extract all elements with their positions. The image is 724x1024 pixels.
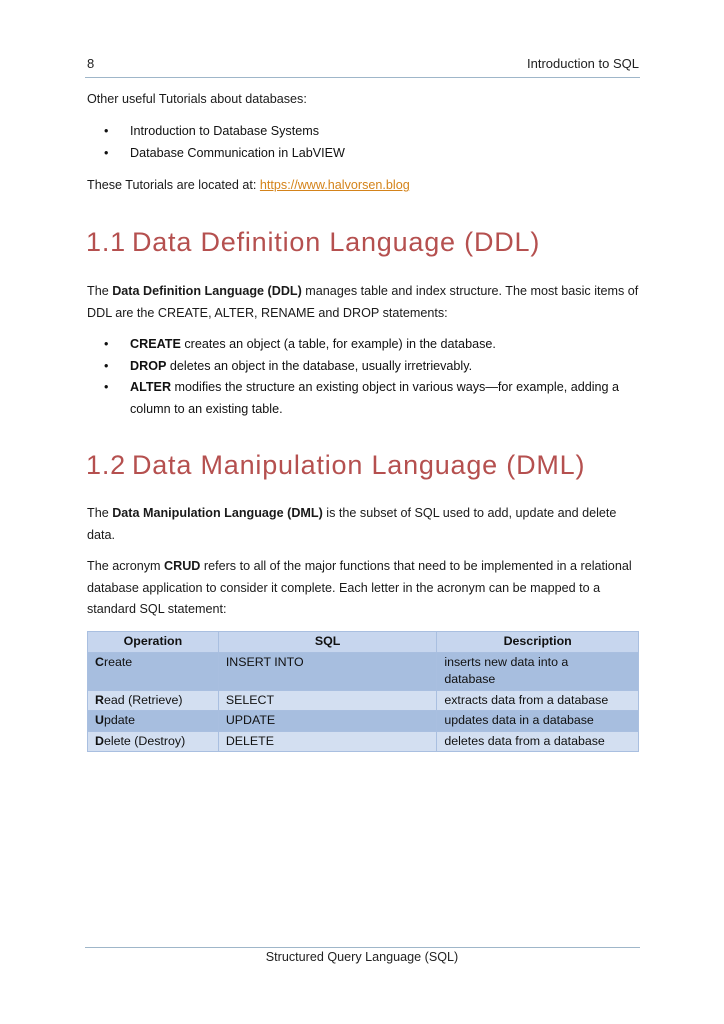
ddl-statement-list <box>87 334 647 420</box>
blog-link[interactable]: https://www.halvorsen.blog <box>259 178 410 192</box>
list-item: • CREATE creates an object (a table, for example) in the database. <box>87 334 647 356</box>
ddl-paragraph: The Data Definition Language (DDL) manages table and index structure. The most basic items of DDL are the CREATE, ALTER, RENAME and DROP statements: <box>87 284 639 320</box>
table-row <box>88 731 639 752</box>
operation-cell: Delete (Destroy) <box>88 731 219 752</box>
description-cell: inserts new data into a database <box>437 652 639 690</box>
operation-cell: Create <box>88 652 219 690</box>
running-title: Introduction to SQL <box>526 56 639 71</box>
column-header: Operation <box>88 632 219 653</box>
list-item: • DROP deletes an object in the database, usually irretrievably. <box>87 356 647 378</box>
tutorial-list <box>87 121 647 164</box>
page-number: 8 <box>87 56 95 71</box>
description-cell: extracts data from a database <box>437 690 639 711</box>
header-rule <box>85 77 640 78</box>
sql-cell: UPDATE <box>218 711 437 732</box>
description-cell: updates data in a database <box>437 711 639 732</box>
crud-table <box>87 631 639 752</box>
bullet-icon: • <box>104 380 109 394</box>
footer-title: Structured Query Language (SQL) <box>265 950 459 964</box>
bullet-icon: • <box>104 124 109 138</box>
bullet-icon: • <box>104 358 109 373</box>
table-row <box>88 690 639 711</box>
section-heading-ddl: 1.1 Data Definition Language (DDL) <box>86 227 541 257</box>
tutorial-location: These Tutorials are located at: https://www.halvorsen.blog <box>87 178 410 192</box>
footer-rule <box>85 947 640 948</box>
list-item: • Introduction to Database Systems <box>87 121 647 143</box>
dml-paragraph: The Data Manipulation Language (DML) is the subset of SQL used to add, update and delete data. <box>87 506 617 542</box>
crud-paragraph: The acronym CRUD refers to all of the major functions that need to be implemented in a relational database application to consider it complete. Each letter in the acronym can be mapped to a standard SQL statement: <box>87 559 632 616</box>
operation-cell: Read (Retrieve) <box>88 690 219 711</box>
list-item: • ALTER modifies the structure an existing object in various ways—for example, adding a column to an existing table. <box>87 377 647 420</box>
column-header: SQL <box>218 632 437 653</box>
list-item: • Database Communication in LabVIEW <box>87 143 647 165</box>
intro-lead: Other useful Tutorials about databases: <box>87 92 307 106</box>
section-heading-dml: 1.2 Data Manipulation Language (DML) <box>86 450 586 480</box>
table-header-row <box>88 632 639 653</box>
description-cell: deletes data from a database <box>437 731 639 752</box>
bullet-icon: • <box>104 337 109 351</box>
bullet-icon: • <box>104 145 109 160</box>
table-row <box>88 652 639 690</box>
table-row <box>88 711 639 732</box>
sql-cell: INSERT INTO <box>218 652 437 690</box>
column-header: Description <box>437 632 639 653</box>
operation-cell: Update <box>88 711 219 732</box>
sql-cell: DELETE <box>218 731 437 752</box>
sql-cell: SELECT <box>218 690 437 711</box>
